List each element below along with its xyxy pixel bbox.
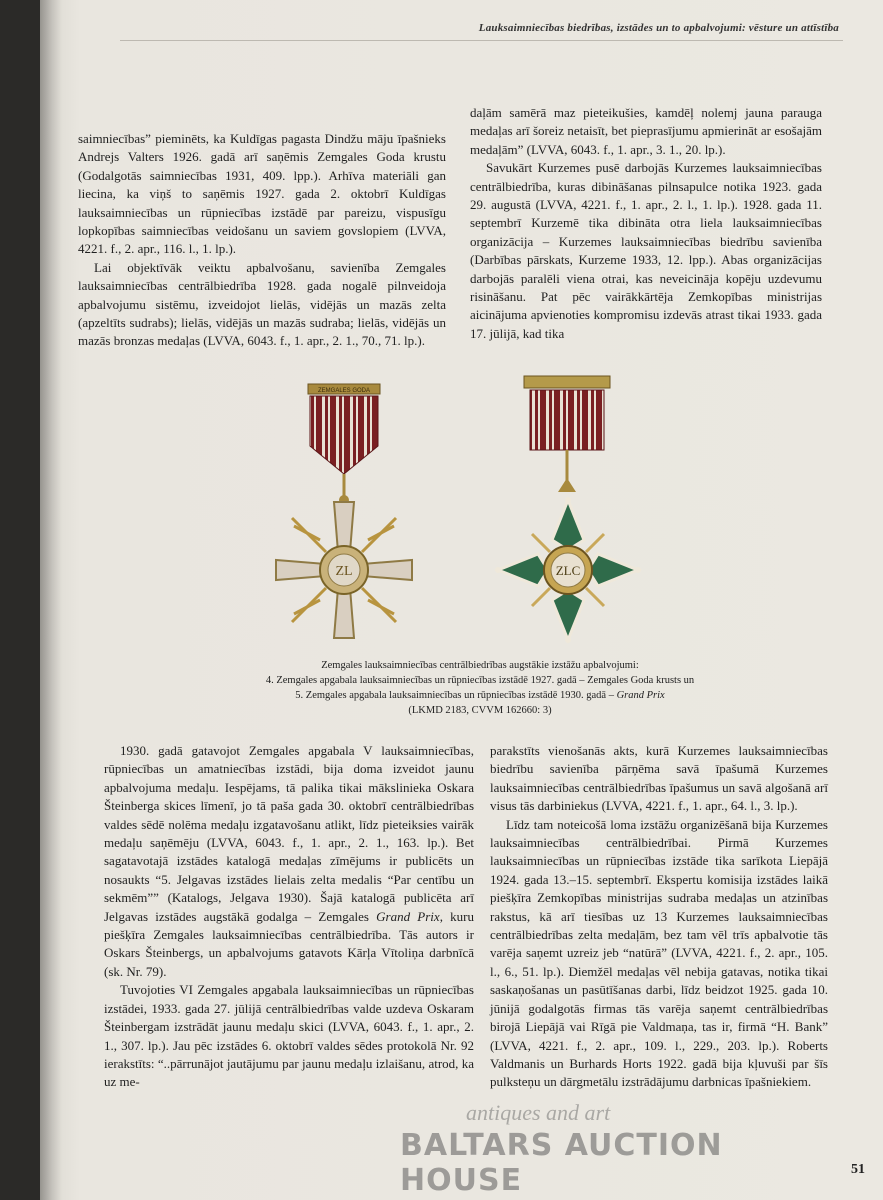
caption-italic: Grand Prix bbox=[616, 690, 665, 701]
paragraph-text: 1930. gadā gatavojot Zemgales apgabala V lauksaimniecības, rūpniecības un amatniecības izstādi, bija doma izveidot jaunu apbalvojuma medaļu. Iespējams, tā palika tikai mākslinieka Oskara Šteinberga skices līmenī, jo tā paša gada 30. oktobrī centrālbiedrības valdes sēdē nolēma medaļu izgatavošanu atlikt, līdz pieteiksies vairāk medaļu saņēmēju (LVVA, 6043. f., 1. apr., 2. 1., 163. lp.). Bet sagatavotajā izstādes katalogā medaļas zīmējums ir publicēts un nosaukts “5. Jelgavas izstādes lielais zelta medalis “Par centību un sekmēm”” (Katalogs, Jelgava 1930). Šajā katalogā publicēta arī Jelgavas izstādes augstākā godalga – Zemgales bbox=[104, 743, 474, 924]
text-column-2 bbox=[470, 104, 822, 343]
text-column-1 bbox=[78, 130, 446, 351]
paragraph: Lai objektīvāk veiktu apbalvošanu, savienība Zemgales lauksaimniecības centrālbiedrība 1928. gada nogalē pilnveidoja apbalvojumu sistēmu, izveidojot lielās, vidējās un mazās zelta (apzeltīts sudrabs); lielās, vidējās un mazās sudraba; lielās, vidējās un mazās bronzas medaļas (LVVA, 6043. f., 1. apr., 2. 1., 70., 71. lp.). bbox=[78, 259, 446, 349]
medals-photograph bbox=[262, 374, 682, 664]
paragraph bbox=[104, 742, 474, 981]
medal-bar-text: ZEMGALES GODA bbox=[317, 388, 371, 394]
caption-line bbox=[210, 688, 750, 703]
figure-caption bbox=[210, 658, 750, 718]
medal-right bbox=[495, 376, 641, 643]
paragraph-text: , kuru piešķīra Zemgales lauksaimniecības centrālbiedrība. Tās autors ir Oskars Šteinbergs, un apbalvojums gatavots Kārļa Vītoliņa darbnīcā (sk. Nr. 79). bbox=[104, 908, 474, 979]
watermark-line-1: antiques and art bbox=[466, 1100, 611, 1125]
paragraph: parakstīts vienošanās akts, kurā Kurzemes lauksaimniecības biedrību savienība pārņēma savā īpašumā Kurzemes lauksaimniecības centrālbiedrības īpašumus un savā algošanā arī visus tās darbiniekus (LVVA, 4221. f., 1. apr., 64. l., 3. lp.). bbox=[490, 743, 828, 814]
spine-shadow bbox=[40, 0, 62, 1200]
text-column-4 bbox=[490, 742, 828, 1092]
text-column-3 bbox=[104, 742, 474, 1092]
watermark-line-2: BALTARS AUCTION HOUSE bbox=[400, 1128, 723, 1198]
paragraph: saimniecības” pieminēts, ka Kuldīgas pagasta Dindžu māju īpašnieks Andrejs Valters 1926. gadā arī saņēmis Zemgales Goda krustu (Godalgotās saimniecības 1931, 409. lpp.). Arhīva materiāli gan liecina, ka viņš to saņēmis 1927. gada 2. oktobrī Kuldīgas lauksaimniecības un rūpniecības izstādē par pareizu, vispusīgu lopkopības saimniecības veidošanu un saviem govslopiem (LVVA, 4221. f., 2. apr., 116. l., 1. lp.). bbox=[78, 131, 446, 257]
page-number: 51 bbox=[851, 1162, 865, 1177]
medal-center-text: ZLC bbox=[555, 563, 581, 578]
caption-line: Zemgales lauksaimniecības centrālbiedrības augstākie izstāžu apbalvojumi: bbox=[321, 660, 639, 671]
medal-left bbox=[276, 384, 412, 638]
paragraph: Tuvojoties VI Zemgales apgabala lauksaimniecības un rūpniecības izstādei, 1933. gada 27. jūlijā centrālbiedrības valde uzdeva Oskaram Šteinbergam izstrādāt jaunu medaļu skici (LVVA, 6043. f., 1. apr., 2. 1., 307. lp.). Jau pēc izstādes 6. oktobrī valdes sēdes protokolā Nr. 92 ierakstīts: “..pārrunājot jautājumu par jaunu medaļu izlaišanu, atrod, ka uz me- bbox=[104, 982, 474, 1090]
paragraph: Līdz tam noteicošā loma izstāžu organizēšanā bija Kurzemes lauksaimniecības centrālbiedrībai. Pirmā Kurzemes lauksaimniecības un rūpniecības izstāde tika sarīkota Liepājā 1924. gada 13.–15. septembrī. Ekspertu komisija izstādes laikā piešķīra Zemkopības ministrijas sudraba medaļas un atzinības rakstus, kā arī tiesības uz 13 Kurzemes lauksaimniecības centrālbiedrības zelta medaļām, bez tam vēl trīs apbalvotie tās varēja saņemt uzreiz jeb “natūrā” (LVVA, 4221. f., 2. apr., 105. l., 6., 51. lp.). Diemžēl medaļas vēl nebija gatavas, notika tikai saskaņošanas un pasūtīšanas darbi, līdz beidzot 1925. gada 10. jūnijā godalgotās firmas tās varēja saņemt centrālbiedrības birojā Liepājā vai Rīgā pie Valdmaņa, tas ir, firmā “H. Bank” (LVVA, 4221. f., 2. apr., 109. l., 229., 203. lp.). Roberts Valdmanis un Burhards Horts 1922. gadā bija kļuvuši par šīs pulksteņu un dārgmetālu izstrādājumu darbnicas īpašniekiem. bbox=[490, 816, 828, 1090]
caption-source: (LKMD 2183, CVVM 162660: 3) bbox=[408, 705, 552, 716]
paragraph: Savukārt Kurzemes pusē darbojās Kurzemes lauksaimniecības centrālbiedrība, kuras dibināšanas pilnsapulce notika 1923. gada 29. augustā (LVVA, 4221. f., 1. apr., 2. l., 1. lp.). 1928. gada 11. septembrī Kurzemē tika dibināta otra liela lauksaimniecības organizācija – Kurzemes lauksaimniecības biedrību savienība (Darbības pārskats, Kurzeme 1933, 12. lpp.). Abas organizācijas darbojās paralēli viena otrai, kas neveicināja kopēju uzdevumu risināšanu. Pat pēc vairākkārtēja Zemkopības ministrijas aicinājuma apvienoties kompromisu izdevās atrast tikai 1933. gada 17. jūlijā, kad tika bbox=[470, 160, 822, 341]
watermark bbox=[400, 1100, 820, 1198]
paragraph: daļām samērā maz pieteikušies, kamdēļ nolemj jauna parauga medaļas arī šoreiz netaisīt, bet pieprasījumu apmierināt ar esošajām medaļām” (LVVA, 6043. f., 1. apr., 3. 1., 20. lp.). bbox=[470, 105, 822, 157]
caption-text: 5. Zemgales apgabala lauksaimniecības un rūpniecības izstādē 1930. gadā – bbox=[295, 690, 617, 701]
running-header: Lauksaimniecības biedrības, izstādes un to apbalvojumi: vēsture un attīstība bbox=[478, 22, 839, 34]
paragraph-italic: Grand Prix bbox=[376, 908, 440, 924]
header-rule bbox=[120, 40, 843, 41]
svg-text:ZL: ZL bbox=[335, 564, 353, 579]
caption-line: 4. Zemgales apgabala lauksaimniecības un rūpniecības izstādē 1927. gadā – Zemgales Goda krusts un bbox=[265, 675, 695, 686]
